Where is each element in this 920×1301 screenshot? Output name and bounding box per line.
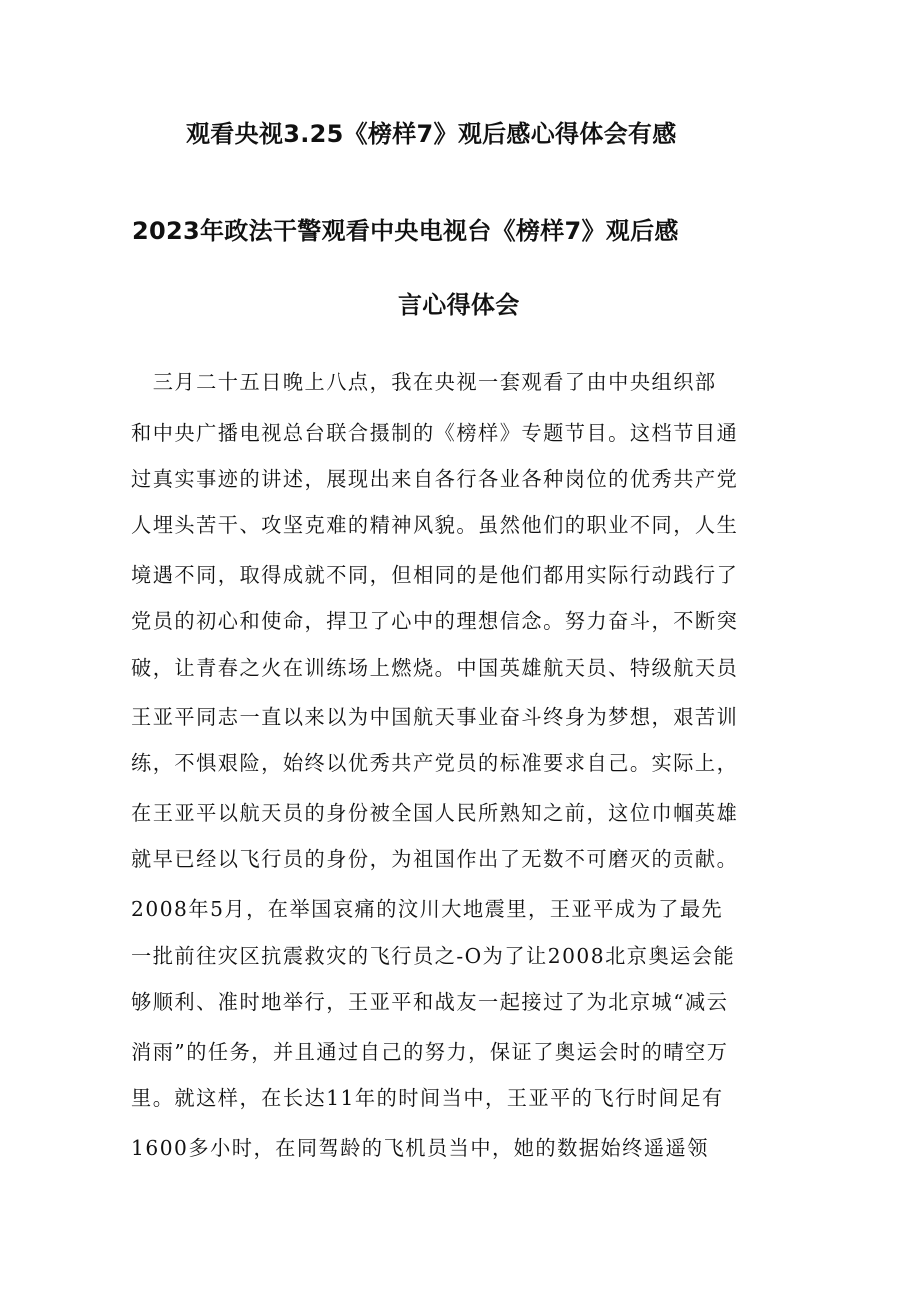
body-line: 消雨”的任务，并且通过自己的努力，保证了奥运会时的晴空万	[131, 1040, 729, 1064]
body-line: 一批前往灾区抗震救灾的飞行员之-O为了让2008北京奥运会能	[131, 944, 736, 968]
body-line: 和中央广播电视总台联合摄制的《榜样》专题节目。这档节目通	[131, 421, 739, 445]
body-line: 破，让青春之火在训练场上燃烧。中国英雄航天员、特级航天员	[131, 656, 739, 680]
body-line: 王亚平同志一直以来以为中国航天事业奋斗终身为梦想，艰苦训	[131, 705, 739, 729]
body-line: 够顺利、准时地举行，王亚平和战友一起接过了为北京城“减云	[131, 990, 729, 1014]
body-line: 2008年5月，在举国哀痛的汶川大地震里，王亚平成为了最先	[131, 897, 724, 921]
body-line: 三月二十五日晚上八点，我在央视一套观看了由中央组织部	[131, 370, 717, 394]
body-line: 1600多小时，在同驾龄的飞机员当中，她的数据始终遥遥领	[131, 1136, 709, 1160]
document-title: 观看央视3.25《榜样7》观后感心得体会有感	[186, 120, 677, 148]
body-line: 党员的初心和使命，捍卫了心中的理想信念。努力奋斗，不断突	[131, 609, 739, 633]
body-line: 练，不惧艰险，始终以优秀共产党员的标准要求自己。实际上，	[131, 751, 739, 775]
body-line: 过真实事迹的讲述，展现出来自各行各业各种岗位的优秀共产党	[131, 467, 739, 491]
body-line: 就早已经以飞行员的身份，为祖国作出了无数不可磨灭的贡献。	[131, 847, 739, 871]
body-line: 里。就这样，在长达11年的时间当中，王亚平的飞行时间足有	[131, 1086, 724, 1110]
body-line: 人埋头苦干、攻坚克难的精神风貌。虽然他们的职业不同，人生	[131, 513, 739, 537]
body-line: 在王亚平以航天员的身份被全国人民所熟知之前，这位巾帼英雄	[131, 801, 739, 825]
document-subtitle-continuation: 言心得体会	[398, 291, 520, 319]
document-subtitle: 2023年政法干警观看中央电视台《榜样7》观后感	[132, 217, 679, 245]
body-line: 境遇不同，取得成就不同，但相同的是他们都用实际行动践行了	[131, 563, 739, 587]
